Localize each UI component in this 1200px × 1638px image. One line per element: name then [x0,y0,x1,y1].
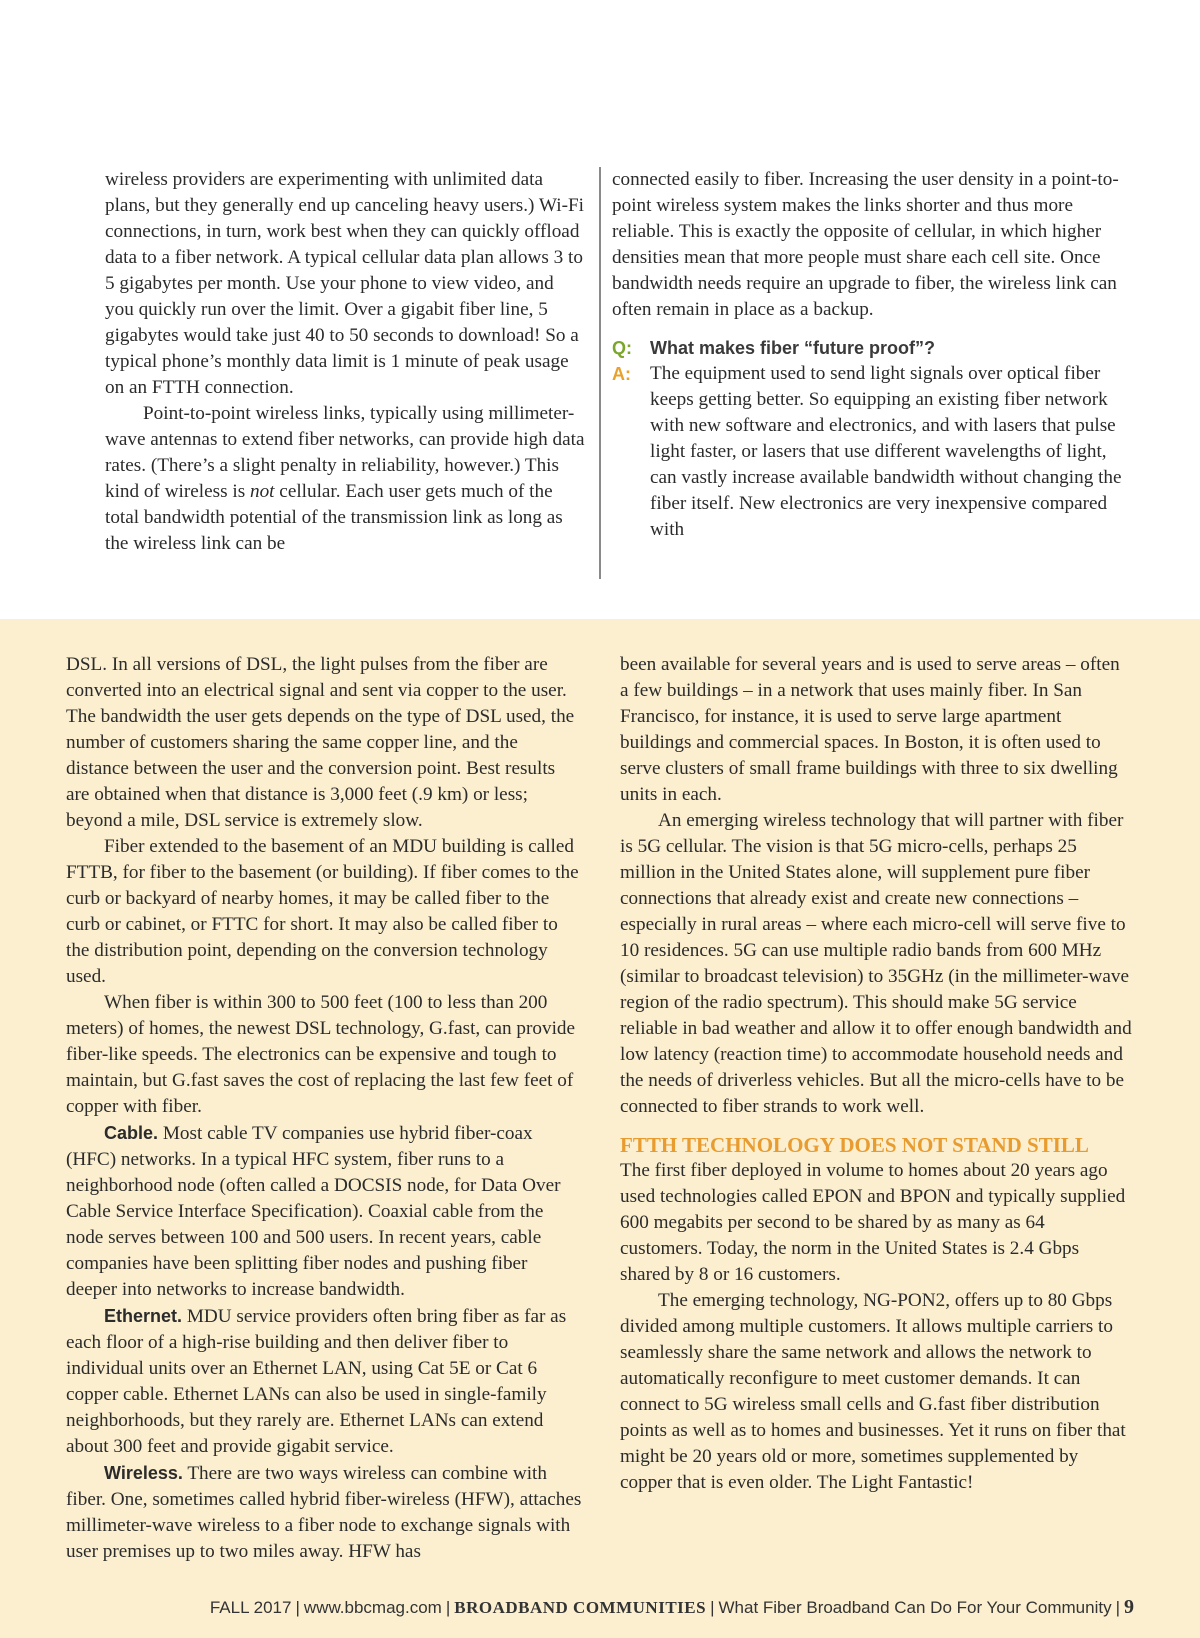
5g-paragraph: An emerging wireless technology that will partner with fiber is 5G cellular. The vision is that 5G micro-cells, perhaps 25 million in the United States alone, will supplement pure fiber connections that already exist and create new connections – especially in rural areas – where each micro-cell will serve five to 10 residences. 5G can use multiple radio bands from 600 MHz (similar to broadcast television) to 35GHz (in the millimeter-wave region of the radio spectrum). This should make 5G service reliable in bad weather and allow it to offer enough bandwidth and low latency (reaction time) to accommodate household needs and the needs of driverless vehicles. But all the micro-cells have to be connected to fiber strands to work well. [620,810,1132,1117]
footer-issue: FALL 2017 [209,1598,292,1617]
bottom-right-column [620,652,1132,1496]
wireless-paragraph [66,1460,582,1565]
footer-separator: | [295,1598,300,1617]
page-number: 9 [1124,1596,1134,1618]
top-right-paragraph-1: connected easily to fiber. Increasing the user density in a point-to-point wireless system makes the links shorter and thus more reliable. This is exactly the opposite of cellular, in which higher densities mean that more people must share each cell site. Once bandwidth needs require an upgrade to fiber, the wireless link can often remain in place as a backup. [612,169,1119,320]
footer-separator: | [710,1598,715,1617]
footer-separator: | [445,1598,451,1617]
footer-magazine: BROADBAND COMMUNITIES [454,1598,707,1617]
answer-text: The equipment used to send light signals over optical fiber keeps getting better. So equipping an existing fiber network with new software and electronics, and with lasers that pulse light faster, or lasers that use different wavelengths of light, can vastly increase available bandwidth without changing the fiber itself. New electronics are very inexpensive compared with [650,363,1122,540]
p2-text-start: Point-to-point wireless links, typically using millimeter-wave antennas to extend fiber networks, can provide high data rates. (There’s a slight penalty in reliability, however.) This kind of wireless is [105,403,585,502]
question-text: What makes fiber “future proof”? [650,338,936,358]
gfast-paragraph: When fiber is within 300 to 500 feet (100 to less than 200 meters) of homes, the newest DSL technology, G.fast, can provide fiber-like speeds. The electronics can be expensive and tough to maintain, but G.fast saves the cost of replacing the last few feet of copper with fiber. [66,992,576,1117]
ethernet-lead: Ethernet. [104,1306,183,1326]
question-label: Q: [612,338,632,358]
section-heading: FTTH TECHNOLOGY DOES NOT STAND STILL [620,1133,1089,1157]
p2-emphasis: not [249,481,275,502]
answer-row [612,361,1136,543]
ethernet-paragraph [66,1303,582,1460]
dsl-paragraph: DSL. In all versions of DSL, the light pulses from the fiber are converted into an electrical signal and sent via copper to the user. The bandwidth the user gets depends on the type of DSL used, the number of customers sharing the same copper line, and the distance between the user and the conversion point. Best results are obtained when that distance is 3,000 feet (.9 km) or less; beyond a mile, DSL service is extremely slow. [66,654,575,831]
cable-paragraph [66,1120,582,1303]
hfw-paragraph: been available for several years and is used to serve areas – often a few buildings – in a network that uses mainly fiber. In San Francisco, for instance, it is used to serve large apartment buildings and commercial spaces. In Boston, it is often used to serve clusters of small frame buildings with three to six dwelling units in each. [620,654,1120,805]
ethernet-text: MDU service providers often bring fiber as far as each floor of a high-rise building and then deliver fiber to individual units over an Ethernet LAN, using Cat 5E or Cat 6 copper cable. Ethernet LANs can also be used in single-family neighborhoods, but they rarely are. Ethernet LANs can extend about 300 feet and provide gigabit service. [66,1306,567,1457]
page-footer [0,1596,1134,1619]
epon-paragraph: The first fiber deployed in volume to homes about 20 years ago used technologies called EPON and BPON and typically supplied 600 megabits per second to be shared by as many as 64 customers. Today, the norm in the United States is 2.4 Gbps shared by 8 or 16 customers. [620,1160,1126,1285]
column-divider [599,167,601,579]
footer-separator: | [1115,1598,1120,1617]
bottom-left-column [66,652,582,1565]
wireless-text: There are two ways wireless can combine with fiber. One, sometimes called hybrid fiber-wireless (HFW), attaches millimeter-wave wireless to a fiber node to exchange signals with user premises up to two miles away. HFW has [66,1463,582,1562]
footer-tagline: What Fiber Broadband Can Do For Your Community [718,1598,1112,1617]
question-row [612,335,1136,361]
top-right-column [612,167,1136,543]
cable-text: Most cable TV companies use hybrid fiber-coax (HFC) networks. In a typical HFC system, fiber runs to a neighborhood node (often called a DOCSIS node, for Data Over Cable Service Interface Specification). Coaxial cable from the node serves between 100 and 500 users. In recent years, cable companies have been splitting fiber nodes and pushing fiber deeper into networks to increase bandwidth. [66,1123,561,1300]
answer-label: A: [612,364,631,384]
footer-url: www.bbcmag.com [303,1598,442,1617]
top-left-paragraph-1: wireless providers are experimenting with unlimited data plans, but they generally end up canceling heavy users.) Wi-Fi connections, in turn, work best when they can quickly offload data to a fiber network. A typical cellular data plan allows 3 to 5 gigabytes per month. Use your phone to view video, and you quickly run over the limit. Over a gigabit fiber line, 5 gigabytes would take just 40 to 50 seconds to download! So a typical phone’s monthly data limit is 1 minute of peak usage on an FTTH connection. [105,169,584,398]
top-left-column [105,167,585,557]
top-left-paragraph-2 [105,401,585,557]
p2-text-end: cellular. Each user gets much of the total bandwidth potential of the transmission link as long as the wireless link can be [105,481,563,554]
cable-lead: Cable. [104,1123,159,1143]
fttb-paragraph: Fiber extended to the basement of an MDU building is called FTTB, for fiber to the basement (or building). If fiber comes to the curb or backyard of nearby homes, it may be called fiber to the curb or cabinet, or FTTC for short. It may also be called fiber to the distribution point, depending on the conversion technology used. [66,836,579,987]
ngpon2-paragraph: The emerging technology, NG-PON2, offers up to 80 Gbps divided among multiple customers. It allows multiple carriers to seamlessly share the same network and allows the network to automatically reconfigure to meet customer demands. It can connect to 5G wireless small cells and G.fast fiber distribution points as well as to homes and businesses. Yet it runs on fiber that might be 20 years old or more, sometimes supplemented by copper that is even older. The Light Fantastic! [620,1290,1126,1493]
wireless-lead: Wireless. [104,1463,183,1483]
